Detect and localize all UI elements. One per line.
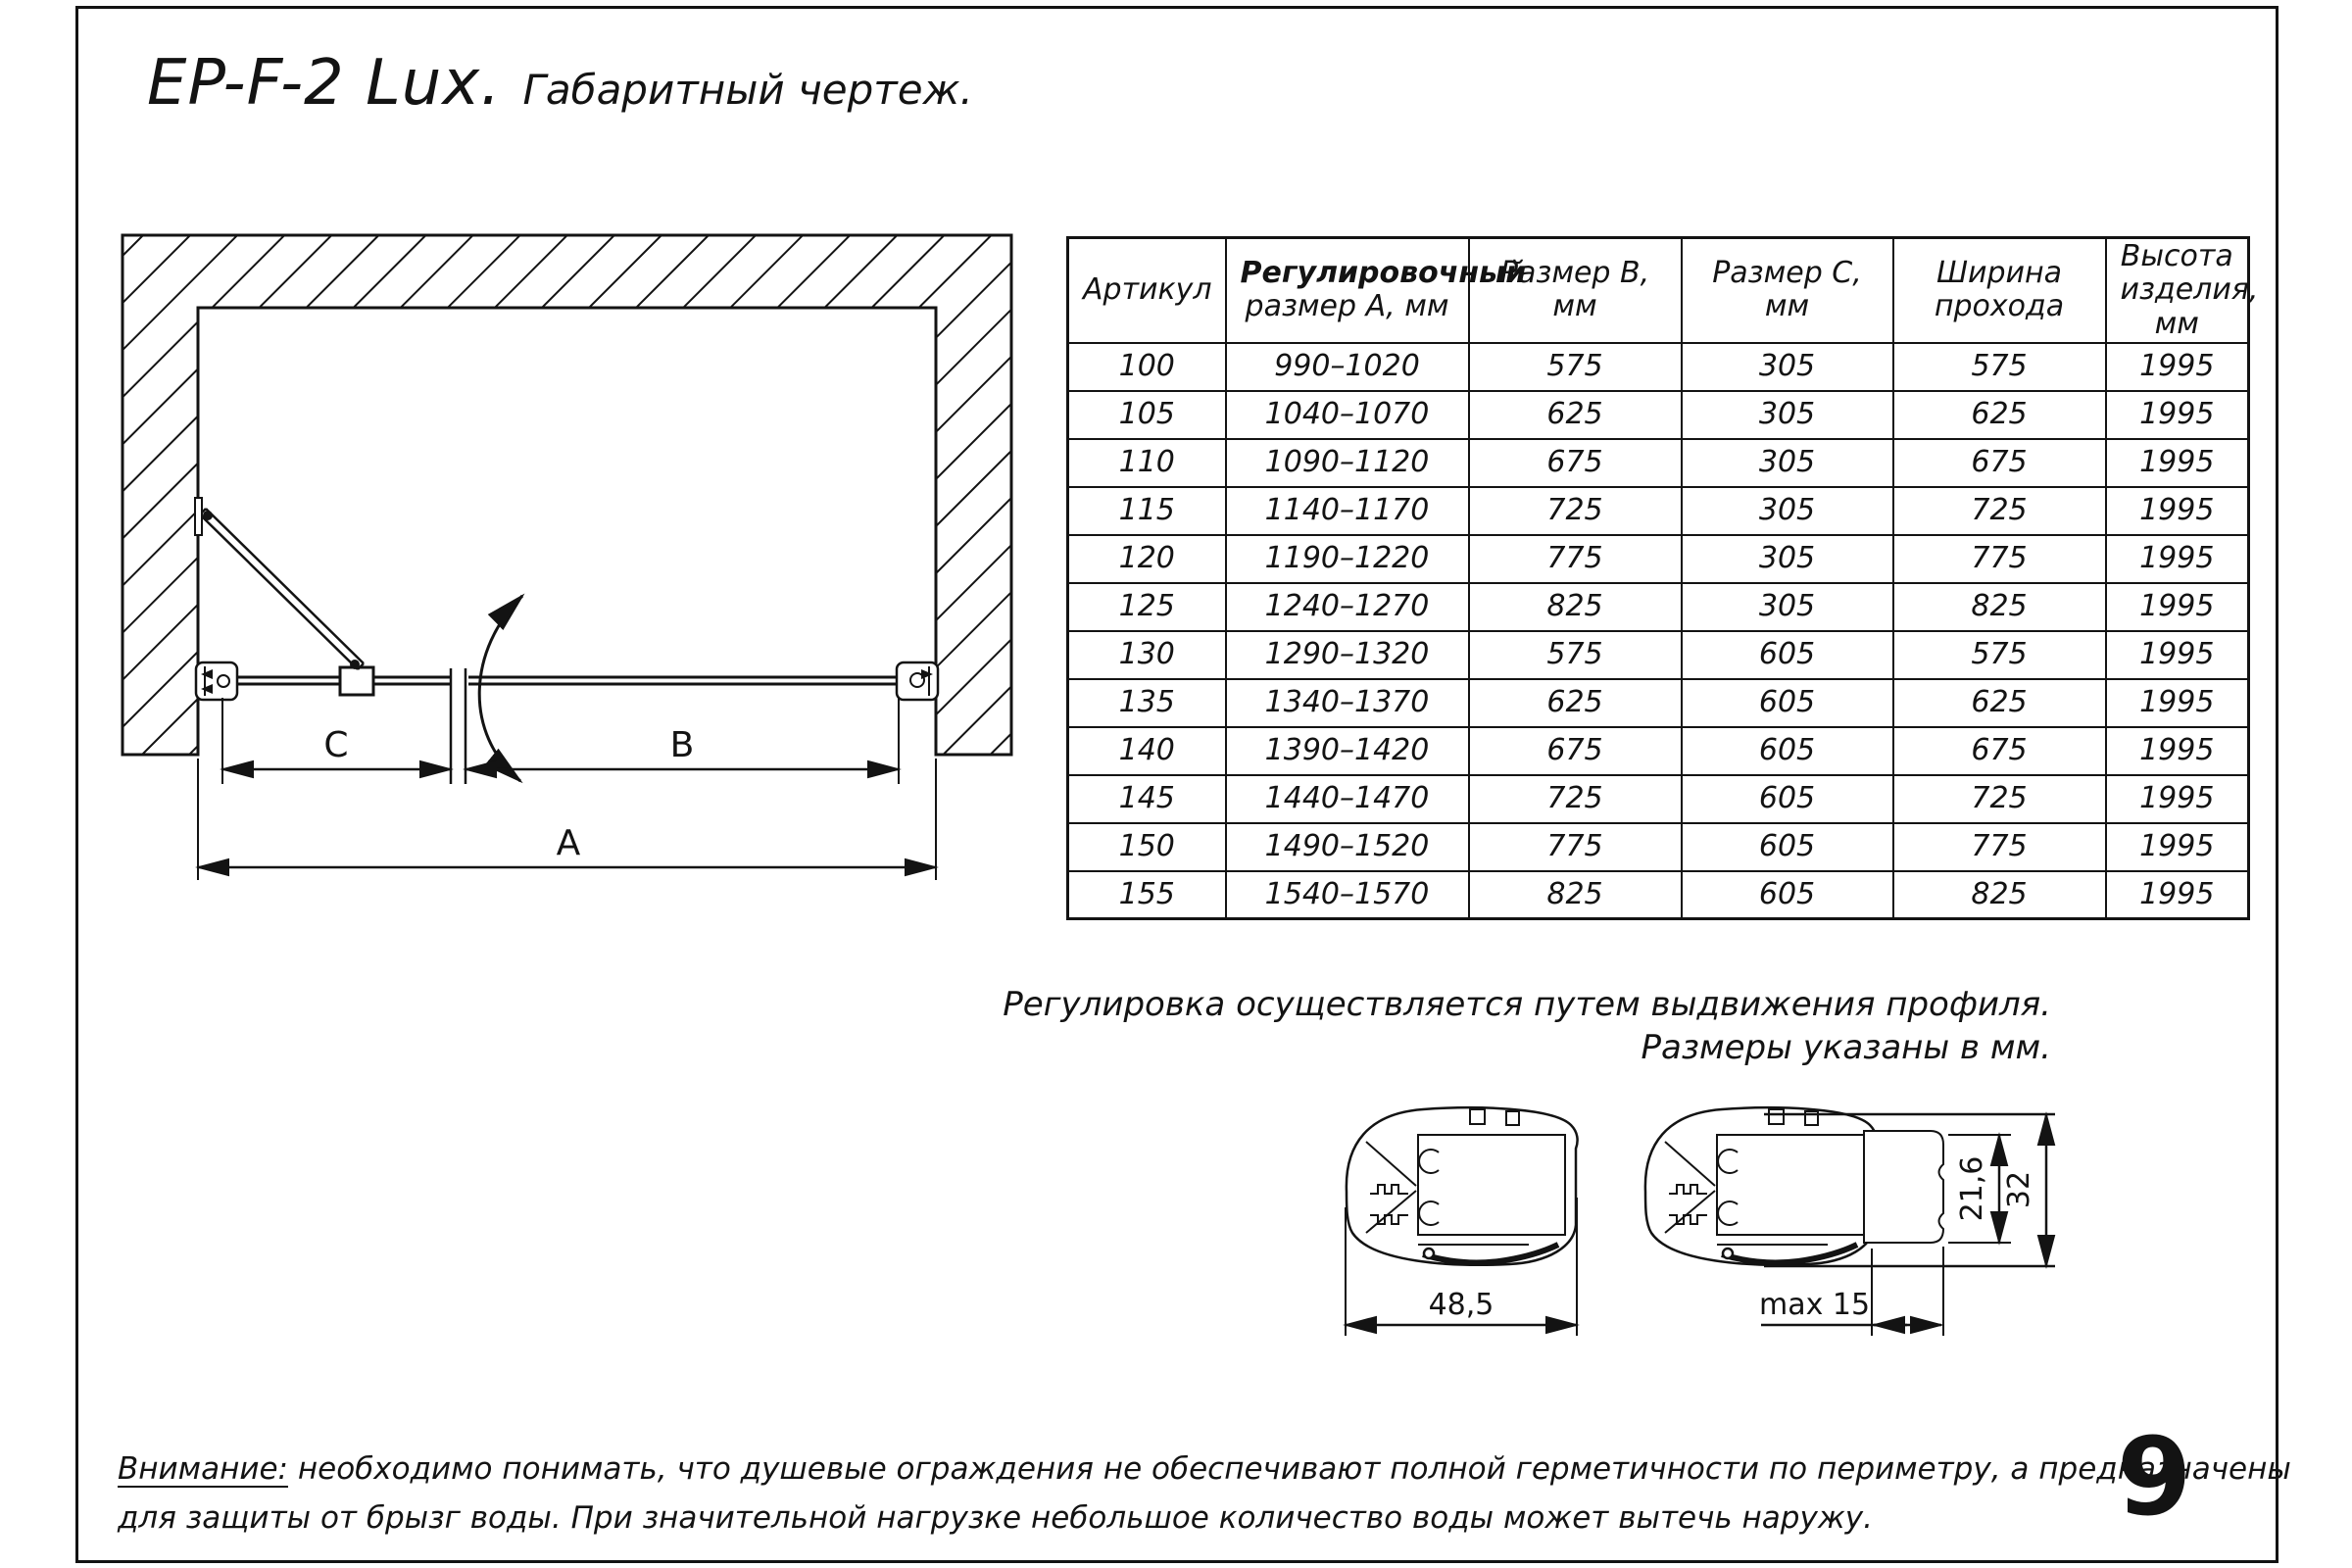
- table-cell: 1995: [2106, 487, 2249, 535]
- column-header: Размер С, мм: [1682, 238, 1893, 343]
- table-cell: 1995: [2106, 343, 2249, 391]
- column-header: Регулировочный размер А, мм: [1226, 238, 1469, 343]
- table-cell: 1040–1070: [1226, 391, 1469, 439]
- folded-door-panel: [195, 498, 364, 669]
- table-cell: 1995: [2106, 631, 2249, 679]
- table-cell: 1340–1370: [1226, 679, 1469, 727]
- table-cell: 305: [1682, 535, 1893, 583]
- table-cell: 605: [1682, 823, 1893, 871]
- note-line: Размеры указаны в мм.: [1641, 1028, 2051, 1067]
- table-cell: 135: [1068, 679, 1226, 727]
- column-header: Размер В, мм: [1469, 238, 1682, 343]
- swing-arc: [479, 596, 522, 781]
- table-cell: 675: [1893, 439, 2106, 487]
- dim-label-48-5: 48,5: [1428, 1288, 1494, 1322]
- door-pivot-top: [203, 511, 213, 520]
- table-cell: 1190–1220: [1226, 535, 1469, 583]
- table-row: [1068, 439, 2249, 487]
- column-header: Артикул: [1068, 238, 1226, 343]
- table-cell: 120: [1068, 535, 1226, 583]
- table-cell: 1440–1470: [1226, 775, 1469, 823]
- profile-cross-sections: [1303, 1078, 2097, 1372]
- table-cell: 605: [1682, 871, 1893, 919]
- door-edge-lines: [451, 668, 466, 784]
- wall-profile-right: [897, 662, 938, 700]
- table-row: [1068, 823, 2249, 871]
- table-cell: 1240–1270: [1226, 583, 1469, 631]
- table-cell: 625: [1469, 391, 1682, 439]
- table-cell: 305: [1682, 487, 1893, 535]
- table-cell: 305: [1682, 391, 1893, 439]
- table-cell: 775: [1469, 535, 1682, 583]
- table-cell: 825: [1893, 871, 2106, 919]
- table-cell: 675: [1469, 439, 1682, 487]
- hinge-block: [340, 667, 373, 695]
- table-cell: 305: [1682, 439, 1893, 487]
- table-cell: 775: [1469, 823, 1682, 871]
- warning-label: Внимание:: [118, 1451, 288, 1487]
- table-cell: 725: [1469, 775, 1682, 823]
- dim-label-b: B: [669, 725, 695, 765]
- table-cell: 625: [1469, 679, 1682, 727]
- page-title: [147, 47, 973, 120]
- warning-text: [118, 1445, 2291, 1543]
- table-cell: 155: [1068, 871, 1226, 919]
- table-cell: 1390–1420: [1226, 727, 1469, 775]
- table-cell: 1995: [2106, 727, 2249, 775]
- table-cell: 990–1020: [1226, 343, 1469, 391]
- table-cell: 725: [1893, 775, 2106, 823]
- table-cell: 1995: [2106, 391, 2249, 439]
- door-pivot-bottom: [350, 660, 360, 669]
- wall-profile-left: [196, 662, 237, 700]
- table-cell: 1995: [2106, 775, 2249, 823]
- column-header: Ширина прохода: [1893, 238, 2106, 343]
- profile-body-right: [1645, 1107, 1877, 1264]
- dim-label-32: 32: [2002, 1170, 2036, 1209]
- table-cell: 775: [1893, 823, 2106, 871]
- table-cell: 150: [1068, 823, 1226, 871]
- sizes-table: [1066, 236, 2259, 920]
- table-cell: 145: [1068, 775, 1226, 823]
- table-cell: 1995: [2106, 823, 2249, 871]
- table-header-row: [1068, 238, 2249, 343]
- warning-line-1: Внимание: необходимо понимать, что душевые ограждения не обеспечивают полной герметичности по периметру, а предназначены: [118, 1451, 2291, 1487]
- dimensional-drawing: [98, 216, 1088, 902]
- table-cell: 825: [1893, 583, 2106, 631]
- profile-body: [1347, 1107, 1578, 1264]
- table-row: [1068, 535, 2249, 583]
- table-cell: 305: [1682, 343, 1893, 391]
- dim-label-a: A: [556, 823, 581, 863]
- table-cell: 305: [1682, 583, 1893, 631]
- dim-label-max-15: max 15: [1759, 1288, 1871, 1322]
- model-name: EP-F-2 Lux.: [147, 47, 502, 120]
- table-cell: 605: [1682, 679, 1893, 727]
- table-cell: 625: [1893, 391, 2106, 439]
- table-cell: 115: [1068, 487, 1226, 535]
- table-cell: 1140–1170: [1226, 487, 1469, 535]
- note-line: Регулировка осуществляется путем выдвижения профиля.: [1003, 985, 2051, 1024]
- table-cell: 1090–1120: [1226, 439, 1469, 487]
- table-row: [1068, 487, 2249, 535]
- page-number: 9: [2117, 1414, 2192, 1540]
- table-cell: 605: [1682, 727, 1893, 775]
- table-cell: 575: [1893, 343, 2106, 391]
- table-cell: 100: [1068, 343, 1226, 391]
- table-row: [1068, 775, 2249, 823]
- table-cell: 675: [1469, 727, 1682, 775]
- table-row: [1068, 391, 2249, 439]
- table-cell: 1995: [2106, 535, 2249, 583]
- glass-line: [235, 677, 899, 684]
- table-cell: 775: [1893, 535, 2106, 583]
- column-header: Высота изделия, мм: [2106, 238, 2249, 343]
- table-cell: 575: [1893, 631, 2106, 679]
- table-row: [1068, 727, 2249, 775]
- table-row: [1068, 631, 2249, 679]
- table-row: [1068, 343, 2249, 391]
- table-cell: 825: [1469, 871, 1682, 919]
- table-cell: 825: [1469, 583, 1682, 631]
- table-cell: 1995: [2106, 679, 2249, 727]
- table-cell: 725: [1469, 487, 1682, 535]
- table-cell: 1995: [2106, 871, 2249, 919]
- adjustment-notes: [1003, 983, 2051, 1069]
- table-cell: 625: [1893, 679, 2106, 727]
- table-row: [1068, 583, 2249, 631]
- dim-label-21-6: 21,6: [1955, 1155, 1989, 1222]
- table-cell: 1540–1570: [1226, 871, 1469, 919]
- table-cell: 1490–1520: [1226, 823, 1469, 871]
- adjustable-insert: [1864, 1131, 1943, 1243]
- table-cell: 605: [1682, 631, 1893, 679]
- table-cell: 1995: [2106, 583, 2249, 631]
- table-cell: 110: [1068, 439, 1226, 487]
- table-cell: 605: [1682, 775, 1893, 823]
- table-cell: 1995: [2106, 439, 2249, 487]
- table-cell: 1290–1320: [1226, 631, 1469, 679]
- title-subtitle: Габаритный чертеж.: [522, 66, 973, 114]
- table-cell: 675: [1893, 727, 2106, 775]
- table-cell: 130: [1068, 631, 1226, 679]
- table-cell: 575: [1469, 343, 1682, 391]
- table-row: [1068, 871, 2249, 919]
- table-cell: 725: [1893, 487, 2106, 535]
- table-cell: 140: [1068, 727, 1226, 775]
- table-cell: 125: [1068, 583, 1226, 631]
- table-body: [1068, 343, 2249, 919]
- dim-label-c: C: [323, 725, 349, 765]
- table-cell: 575: [1469, 631, 1682, 679]
- table-cell: 105: [1068, 391, 1226, 439]
- table-row: [1068, 679, 2249, 727]
- warning-line-2: для защиты от брызг воды. При значительной нагрузке небольшое количество воды может вытечь наружу.: [118, 1500, 1873, 1536]
